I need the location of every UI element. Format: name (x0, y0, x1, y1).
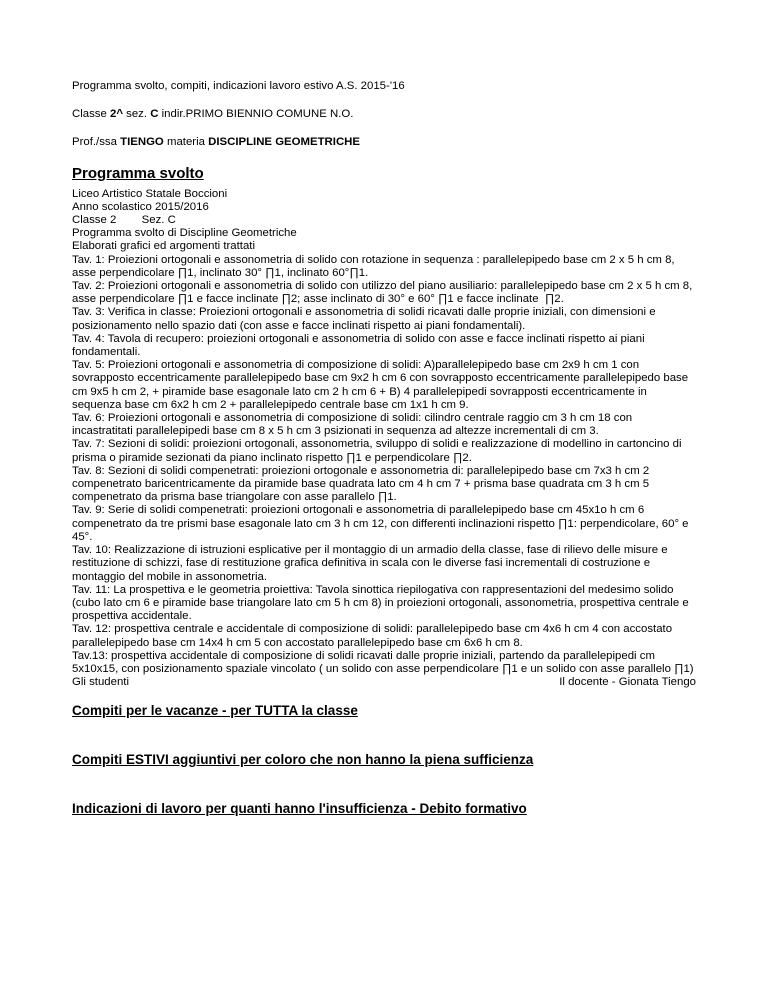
program-paragraph-tav6: Tav. 6: Proiezioni ortogonali e assonometria di composizione di solidi: cilindro centrale raggio cm 3 h cm 18 con incastratitati parallelepipedi base cm 8 x 5 h cm 3 psizionati in sequenza ad altezze incrementali di cm 3. (72, 412, 633, 438)
teacher-label: Prof./ssa (72, 136, 121, 149)
program-paragraph-tav13: Tav.13: prospettiva accidentale di composizione di solidi ricavati dalle proprie iniziali, partendo da parallelepipedi cm 5x10x15, con posizionamento spaziale vincolato ( un solido con asse perpendicolare ∏1 e un solido con asse parallelo ∏1) (72, 649, 694, 675)
program-heading: Programma svolto (72, 164, 204, 182)
program-line-subject: Programma svolto di Discipline Geometriche (72, 227, 297, 240)
address-text: indir.PRIMO BIENNIO COMUNE N.O. (158, 108, 354, 121)
program-paragraph-tav1: Tav. 1: Proiezioni ortogonali e assonometria di solido con rotazione in sequenza : parallelepipedo base cm 2 x 5 h cm 8, asse perpendicolare ∏1, inclinato 30° ∏1, inclinato 60°∏1. (72, 253, 675, 279)
program-paragraph-tav5: Tav. 5: Proiezioni ortogonali e assonometria di composizione di solidi: A)parallelepipedo base cm 2x9 h cm 1 con sovrapposto eccentricamente parallelepipedo base cm 9x2 h cm 6 con sovrapposto eccentricamente parallelepipedo base cm 9x5 h cm 2, + piramide base esagonale lato cm 2 h cm 6 + B) 4 parallelepipedi sovrapposti eccentricamente in sequenza base cm 6x2 h cm 2 + parallelepipedo centrale base cm 1x1 h cm 9. (72, 359, 689, 411)
doc-meta-line-3 (72, 136, 696, 149)
program-paragraph-tav2: Tav. 2: Proiezioni ortogonali e assonometria di solido con utilizzo del piano ausiliario: parallelepipedo base cm 2 x 5 h cm 8, asse perpendicolare ∏1 e facce inclinate ∏2; asse inclinato di 30° e 60° ∏1 e facce inclinate ∏2. (72, 280, 693, 306)
program-line-year: Anno scolastico 2015/2016 (72, 200, 209, 213)
program-paragraph-tav4: Tav. 4: Tavola di recupero: proiezioni ortogonali e assonometria di solido con asse e facce inclinati rispetto ai piani fondamentali. (72, 332, 645, 359)
program-line-school: Liceo Artistico Statale Boccioni (72, 187, 228, 200)
program-paragraph-tav7: Tav. 7: Sezioni di solidi: proiezioni ortogonali, assonometria, sviluppo di solidi e realizzazione di modellino in cartoncino di prisma o piramide sezionati da piano inclinato rispetto ∏1 e perpendicolare ∏2. (72, 438, 682, 464)
section-heading-summer-homework: Compiti ESTIVI aggiuntivi per coloro che non hanno la piena sufficienza (72, 752, 534, 768)
program-paragraph-tav11: Tav. 11: La prospettiva e le geometria proiettiva: Tavola sinottica riepilogativa con rappresentazioni del medesimo solido (cubo lato cm 6 e piramide base triangolare lato cm 5 h cm 8) in proiezioni ortogonali, assonometria, prospettiva centrale e prospettiva accidentale. (72, 583, 689, 623)
teacher-name: TIENGO (120, 136, 164, 149)
program-paragraph-tav8: Tav. 8: Sezioni di solidi compenetrati: proiezioni ortogonale e assonometria di: parallelepipedo base cm 7x3 h cm 2 compenetrato baricentricamente da piramide base quadrata lato cm 4 h cm 7 + prisma base quadrata cm 3 h cm 5 compenetrato da prisma base triangolare con asse parallelo ∏1. (72, 464, 650, 504)
class-value: 2^ (109, 108, 123, 121)
subject-label: materia (163, 136, 209, 149)
doc-meta-line-2 (72, 108, 696, 121)
program-paragraph-tav3: Tav. 3: Verifica in classe: Proiezioni ortogonali e assonometria di solidi ricavati dalle proprie iniziali, con dimensioni e posizionamento nello spazio dati (con asse e facce inclinati rispetto ai piani fondamentali). (72, 306, 656, 332)
subject-name: DISCIPLINE GEOMETRICHE (208, 136, 360, 149)
program-paragraph-tav10: Tav. 10: Realizzazione di istruzioni esplicative per il montaggio di un armadio della classe, fase di rilievo delle misure e restituzione di schizzi, fase di restituzione grafica definitiva in scala con le diverse fasi incrementali di costruzione e montaggio del mobile in assonometria. (72, 544, 668, 583)
section-heading-debito-formativo: Indicazioni di lavoro per quanti hanno l'insufficienza - Debito formativo (72, 801, 527, 817)
section-label: sez. (122, 108, 151, 121)
program-line-topics: Elaborati grafici ed argomenti trattati (72, 240, 255, 253)
program-paragraph-tav9: Tav. 9: Serie di solidi compenetrati: proiezioni ortogonali e assonometria di parallelepipedo base cm 45x1o h cm 6 compenetrato da tre prismi base esagonale lato cm 3 h cm 12, con differenti inclinazioni rispetto ∏1: perpendicolare, 60° e 45°. (72, 504, 689, 543)
section-value: C (150, 108, 159, 121)
section-heading-holiday-homework: Compiti per le vacanze - per TUTTA la classe (72, 703, 358, 719)
doc-meta-line-1: Programma svolto, compiti, indicazioni lavoro estivo A.S. 2015-'16 (72, 80, 405, 92)
teacher-signature-label: Il docente - Gionata Tiengo (559, 676, 696, 689)
signature-row (72, 676, 696, 689)
students-signature-label: Gli studenti (72, 676, 129, 689)
class-label: Classe (72, 108, 110, 121)
program-line-class: Classe 2 Sez. C (72, 214, 176, 227)
program-paragraph-tav12: Tav. 12: prospettiva centrale e accidentale di composizione di solidi: parallelepipedo base cm 4x6 h cm 4 con accostato parallelepipedo base cm 14x4 h cm 5 con accostato parallelepipedo base cm 6x6 h cm 8. (72, 623, 673, 649)
